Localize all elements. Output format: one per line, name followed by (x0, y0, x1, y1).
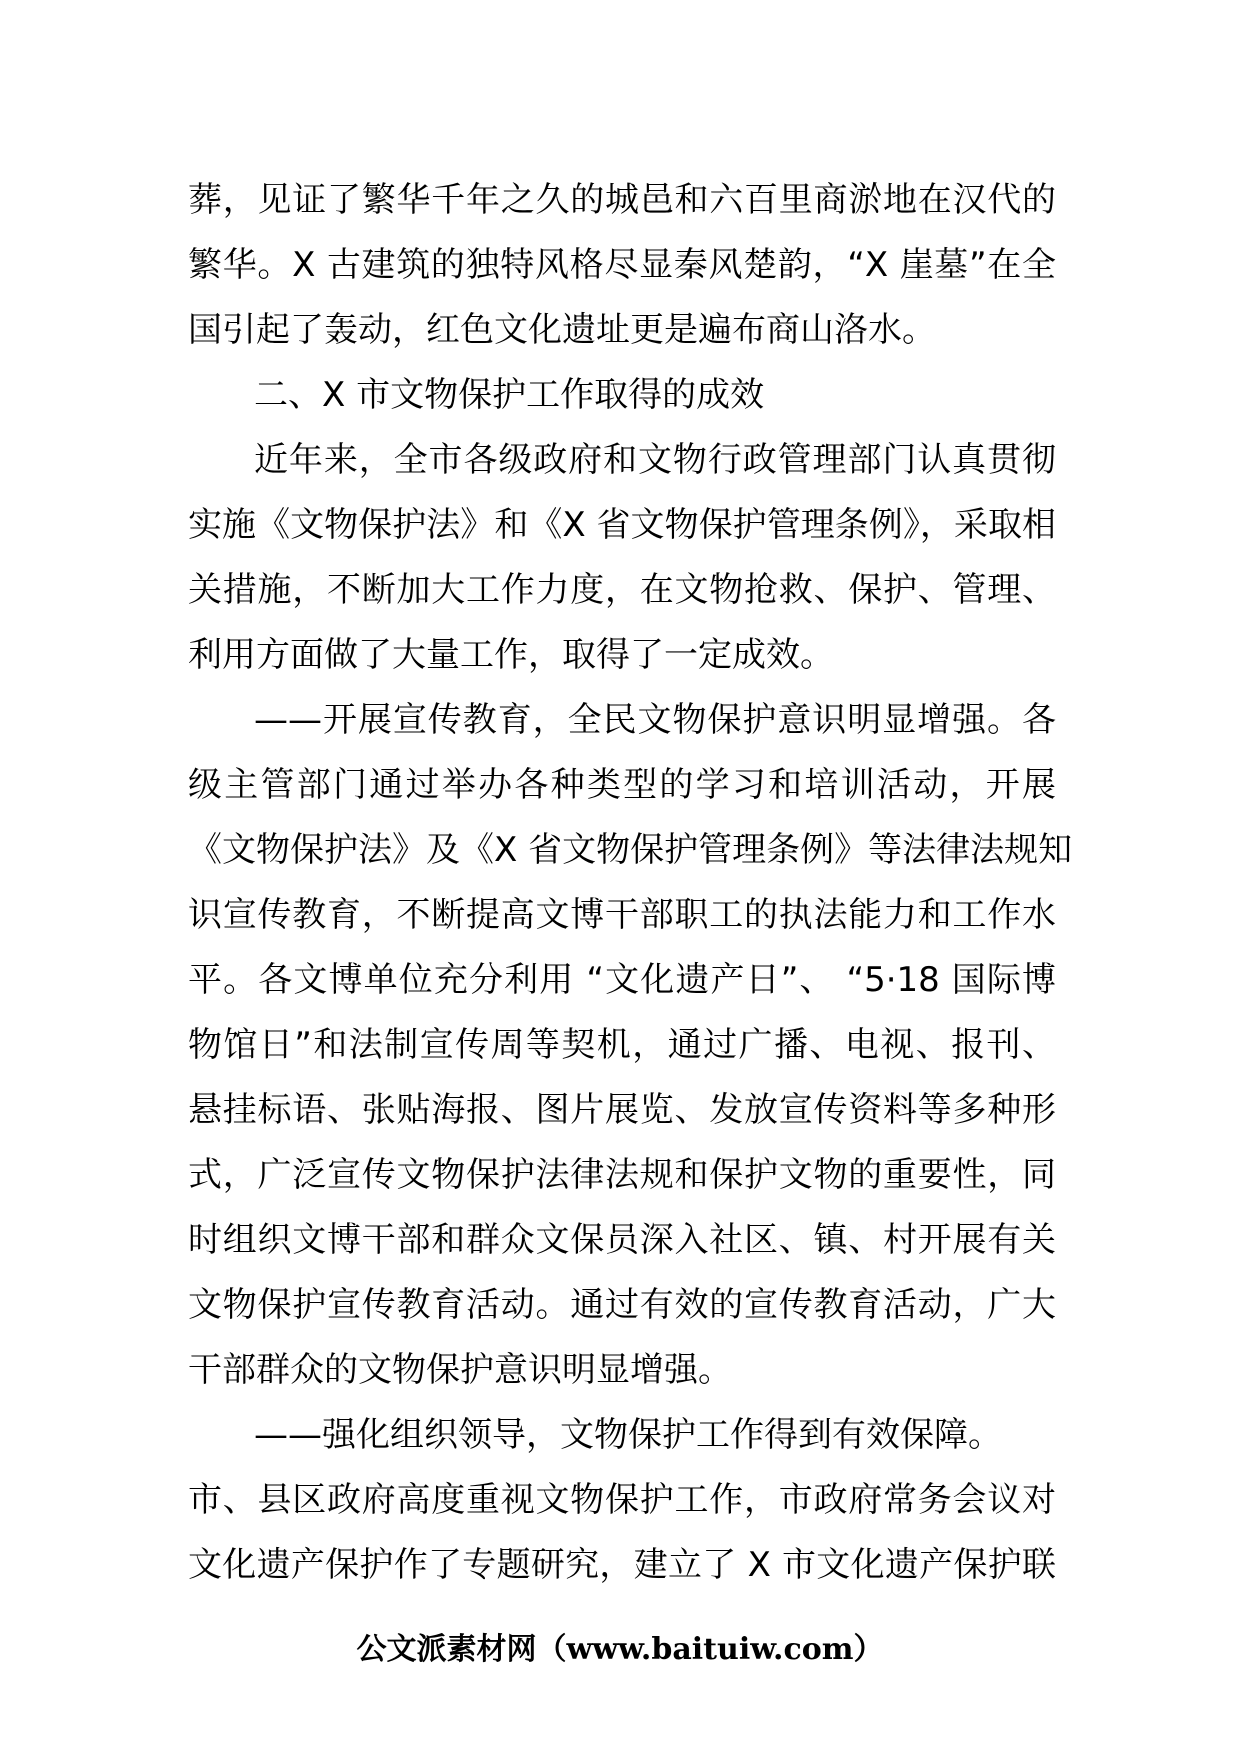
footer-watermark: 公文派素材网（www.baituiw.com） (356, 1632, 884, 1667)
text-line: ——强化组织领导，文物保护工作得到有效保障。 (254, 1415, 1002, 1455)
text-line: 物馆日”和法制宣传周等契机，通过广播、电视、报刊、 (188, 1025, 1056, 1065)
text-line: 二、X 市文物保护工作取得的成效 (254, 375, 765, 415)
text-line: 文化遗产保护作了专题研究，建立了 X 市文化遗产保护联 (188, 1545, 1056, 1585)
text-line: 实施《文物保护法》和《X 省文物保护管理条例》，采取相 (188, 505, 1056, 545)
text-line: 悬挂标语、张贴海报、图片展览、发放宣传资料等多种形 (188, 1090, 1056, 1130)
text-line: 时组织文博干部和群众文保员深入社区、镇、村开展有关 (188, 1220, 1056, 1260)
text-line: 葬，见证了繁华千年之久的城邑和六百里商淤地在汉代的 (188, 180, 1056, 220)
text-line: 《文物保护法》及《X 省文物保护管理条例》等法律法规知 (188, 830, 1073, 870)
text-line: 识宣传教育，不断提高文博干部职工的执法能力和工作水 (188, 895, 1056, 935)
text-line: 干部群众的文物保护意识明显增强。 (188, 1350, 732, 1390)
text-line: 级主管部门通过举办各种类型的学习和培训活动，开展 (188, 765, 1056, 805)
text-line: 平。各文博单位充分利用 “文化遗产日”、 “5·18 国际博 (188, 960, 1056, 1000)
text-line: 式，广泛宣传文物保护法律法规和保护文物的重要性，同 (188, 1155, 1056, 1195)
text-line: 繁华。X 古建筑的独特风格尽显秦风楚韵，“X 崖墓”在全 (188, 245, 1056, 285)
document-body (188, 168, 1073, 1598)
text-line: ——开展宣传教育，全民文物保护意识明显增强。各 (254, 700, 1056, 740)
text-line: 市、县区政府高度重视文物保护工作，市政府常务会议对 (188, 1480, 1056, 1520)
text-line: 利用方面做了大量工作，取得了一定成效。 (188, 635, 834, 675)
text-line: 文物保护宣传教育活动。通过有效的宣传教育活动，广大 (188, 1285, 1056, 1325)
text-line: 关措施，不断加大工作力度，在文物抢救、保护、管理、 (188, 570, 1056, 610)
text-line: 近年来，全市各级政府和文物行政管理部门认真贯彻 (254, 440, 1056, 480)
text-line: 国引起了轰动，红色文化遗址更是遍布商山洛水。 (188, 310, 936, 350)
